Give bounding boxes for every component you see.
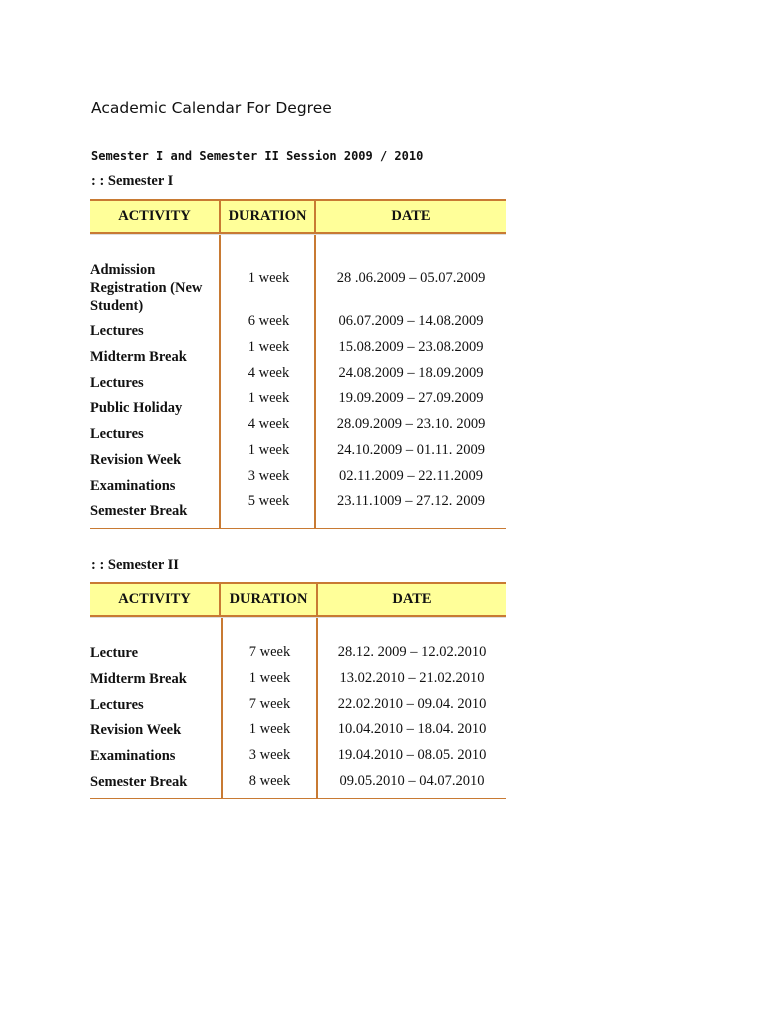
activity-cell: Lectures [90,426,144,442]
activity-cell: Lectures [90,375,144,391]
semester-2-table [90,582,506,799]
activity-cell: Examinations [90,748,176,764]
duration-cell: 4 week [247,416,290,432]
date-cell: 24.08.2009 – 18.09.2009 [338,365,484,381]
duration-cell: 1 week [248,721,291,737]
table-header [90,199,506,234]
page-title: Academic Calendar For Degree [91,99,332,117]
duration-cell: 1 week [247,442,290,458]
semester-1-heading: : : Semester I [91,173,174,189]
duration-cell: 8 week [248,773,291,789]
activity-cell: Examinations [90,478,176,494]
table-row [90,313,506,340]
duration-cell: 6 week [247,313,290,329]
table-row [90,721,506,739]
duration-cell: 1 week [247,339,290,355]
duration-cell: 7 week [248,644,291,660]
header-activity: ACTIVITY [90,584,221,615]
session-subtitle: Semester I and Semester II Session 2009 / 2010 [91,149,424,163]
duration-cell: 3 week [248,747,291,763]
header-duration: DURATION [221,584,318,615]
date-cell: 13.02.2010 – 21.02.2010 [339,670,485,686]
date-cell: 10.04.2010 – 18.04. 2010 [337,721,487,737]
activity-cell: Lectures [90,323,144,339]
duration-cell: 1 week [247,390,290,406]
date-cell: 23.11.1009 – 27.12. 2009 [336,493,486,509]
activity-cell: Public Holiday [90,400,183,416]
table-row [90,390,506,417]
table-row [90,747,506,765]
table-row [90,261,506,315]
activity-cell: Midterm Break [90,671,187,687]
table-row [90,416,506,443]
duration-cell: 7 week [248,696,291,712]
header-date: DATE [391,208,431,224]
date-cell: 15.08.2009 – 23.08.2009 [338,339,484,355]
header-activity: ACTIVITY [90,201,221,232]
duration-cell: 5 week [247,493,290,509]
header-date: DATE [392,591,432,607]
table-body [90,617,506,799]
date-cell: 28.12. 2009 – 12.02.2010 [337,644,487,660]
date-cell: 28.09.2009 – 23.10. 2009 [336,416,486,432]
table-row [90,773,506,791]
activity-cell: Admission Registration (New Student) [90,262,203,314]
activity-cell: Revision Week [90,452,182,468]
semester-2-heading: : : Semester II [91,557,179,573]
activity-cell: Lectures [90,697,144,713]
date-cell: 19.09.2009 – 27.09.2009 [338,390,484,406]
duration-cell: 3 week [247,468,290,484]
table-row [90,442,506,469]
table-row [90,644,506,662]
semester-1-table [90,199,506,529]
date-cell: 19.04.2010 – 08.05. 2010 [337,747,487,763]
activity-cell: Semester Break [90,503,188,519]
activity-cell: Lecture [90,645,139,661]
table-header [90,582,506,617]
duration-cell: 1 week [247,270,290,286]
date-cell: 28 .06.2009 – 05.07.2009 [336,270,486,286]
table-body [90,234,506,529]
activity-cell: Revision Week [90,722,182,738]
activity-cell: Midterm Break [90,349,187,365]
table-row [90,493,506,520]
activity-cell: Semester Break [90,774,188,790]
date-cell: 02.11.2009 – 22.11.2009 [339,468,483,484]
date-cell: 09.05.2010 – 04.07.2010 [339,773,485,789]
date-cell: 06.07.2009 – 14.08.2009 [338,313,484,329]
date-cell: 24.10.2009 – 01.11. 2009 [336,442,486,458]
duration-cell: 1 week [248,670,291,686]
table-row [90,696,506,714]
date-cell: 22.02.2010 – 09.04. 2010 [337,696,487,712]
duration-cell: 4 week [247,365,290,381]
table-row [90,339,506,366]
table-row [90,670,506,688]
header-duration: DURATION [221,201,316,232]
